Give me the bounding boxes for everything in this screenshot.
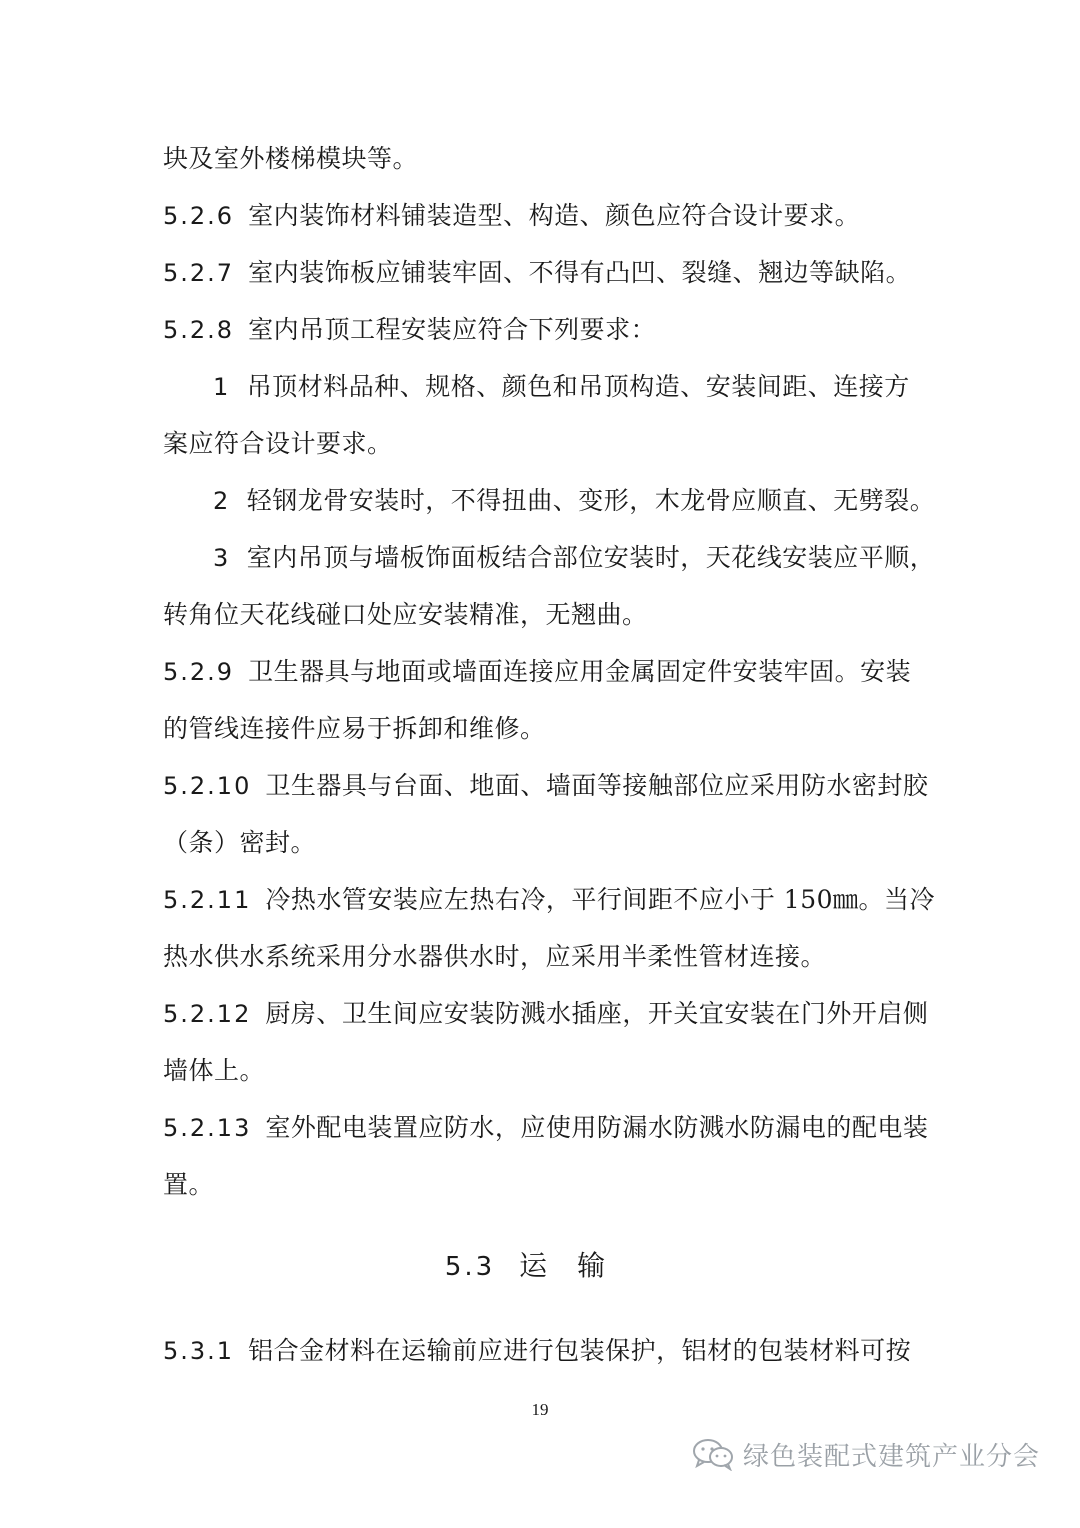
clause-5-2-6: 5.2.6 室内装饰材料铺装造型、构造、颜色应符合设计要求。 <box>163 199 923 233</box>
text-line: 墙体上。 <box>163 1056 266 1085</box>
clause-number: 5.3.1 <box>163 1337 235 1365</box>
text-line: （条）密封。 <box>163 828 317 857</box>
clause-5-2-10: 5.2.10 卫生器具与台面、地面、墙面等接触部位应采用防水密封胶 <box>163 769 923 803</box>
list-item-2: 2 轻钢龙骨安装时，不得扭曲、变形，木龙骨应顺直、无劈裂。 <box>163 484 923 518</box>
clause-5-2-13: 5.2.13 室外配电装置应防水，应使用防漏水防溅水防漏电的配电装 <box>163 1111 923 1145</box>
text-line: 热水供水系统采用分水器供水时，应采用半柔性管材连接。 <box>163 942 827 971</box>
clause-number: 5.2.7 <box>163 259 235 287</box>
text-line: 置。 <box>163 1170 215 1199</box>
clause-5-2-11: 5.2.11 冷热水管安装应左热右冷，平行间距不应小于 150㎜。当冷 <box>163 883 923 917</box>
clause-5-2-9: 5.2.9 卫生器具与地面或墙面连接应用金属固定件安装牢固。安装 <box>163 655 923 689</box>
watermark <box>691 1437 1040 1471</box>
page-number: 19 <box>531 1400 549 1419</box>
clause-number: 5.2.8 <box>163 316 235 344</box>
clause-5-2-8: 5.2.8 室内吊顶工程安装应符合下列要求： <box>163 313 923 347</box>
clause-number: 5.2.13 <box>163 1114 252 1142</box>
text-line: 块及室外楼梯模块等。 <box>163 144 419 173</box>
clause-5-2-7: 5.2.7 室内装饰板应铺装牢固、不得有凸凹、裂缝、翘边等缺陷。 <box>163 256 923 290</box>
list-item-1: 1 吊顶材料品种、规格、颜色和吊顶构造、安装间距、连接方 <box>163 370 923 404</box>
clause-5-3-1: 5.3.1 铝合金材料在运输前应进行包装保护，铝材的包装材料可按 <box>163 1334 923 1368</box>
clause-number: 5.2.9 <box>163 658 235 686</box>
wechat-icon <box>691 1437 735 1471</box>
clause-number: 5.2.12 <box>163 1000 252 1028</box>
section-title: 运输 <box>519 1249 636 1282</box>
text-line: 转角位天花线碰口处应安装精准，无翘曲。 <box>163 600 648 629</box>
clause-5-2-12: 5.2.12 厨房、卫生间应安装防溅水插座，开关宜安装在门外开启侧 <box>163 997 923 1031</box>
list-item-3: 3 室内吊顶与墙板饰面板结合部位安装时，天花线安装应平顺， <box>163 541 923 575</box>
section-heading <box>0 1246 1080 1287</box>
item-number: 2 <box>213 487 229 515</box>
section-number: 5.3 <box>444 1252 496 1282</box>
item-number: 3 <box>213 544 229 572</box>
watermark-text: 绿色装配式建筑产业分会 <box>742 1441 1040 1472</box>
clause-number: 5.2.6 <box>163 202 235 230</box>
clause-number: 5.2.10 <box>163 772 252 800</box>
item-number: 1 <box>213 373 229 401</box>
text-line: 案应符合设计要求。 <box>163 429 393 458</box>
clause-number: 5.2.11 <box>163 886 252 914</box>
text-line: 的管线连接件应易于拆卸和维修。 <box>163 714 546 743</box>
